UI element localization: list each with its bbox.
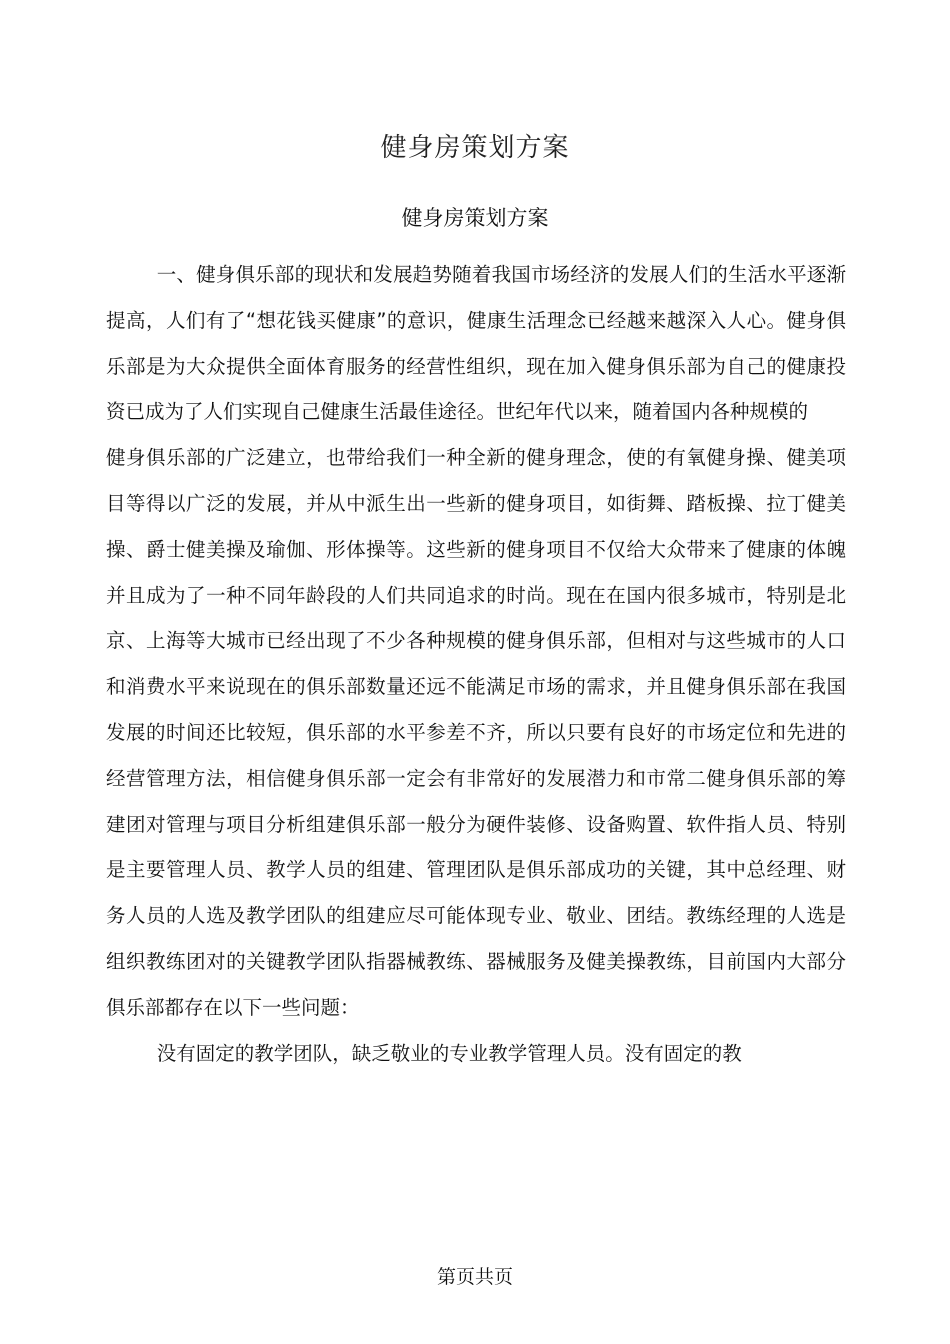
paragraph: 没有固定的教学团队，缺乏敬业的专业教学管理人员。没有固定的教 xyxy=(156,1041,742,1065)
document-subtitle: 健身房策划方案 xyxy=(401,206,549,230)
paragraph: 一、健身俱乐部的现状和发展趋势随着我国市场经济的发展人们的生活水平逐渐提高，人们有了“想花钱买健康”的意识，健康生活理念已经越来越深入人心。健身俱乐部是为大众提供全面体育服务的经营性组织，现在加入健身俱乐部为自己的健康投资已成为了人们实现自己健康生活最佳途径。世纪年代以来，随着国内各种规模的 xyxy=(106,263,846,424)
paragraph: 健身俱乐部的广泛建立，也带给我们一种全新的健身理念，使的有氧健身操、健美项目等得以广泛的发展，并从中派生出一些新的健身项目，如街舞、踏板操、拉丁健美操、爵士健美操及瑜伽、形体操等。这些新的健身项目不仅给大众带来了健康的体魄并且成为了一种不同年龄段的人们共同追求的时尚。现在在国内很多城市，特别是北京、上海等大城市已经出现了不少各种规模的健身俱乐部，但相对与这些城市的人口和消费水平来说现在的俱乐部数量还远不能满足市场的需求，并且健身俱乐部在我国发展的时间还比较短，俱乐部的水平参差不齐，所以只要有良好的市场定位和先进的经营管理方法，相信健身俱乐部一定会有非常好的发展潜力和市常二健身俱乐部的筹建团对管理与项目分析组建俱乐部一般分为硬件装修、设备购置、软件指人员、特别是主要管理人员、教学人员的组建、管理团队是俱乐部成功的关键，其中总经理、财务人员的人选及教学团队的组建应尽可能体现专业、敬业、团结。教练经理的人选是组织教练团对的关键教学团队指器械教练、器械服务及健美操教练，目前国内大部分俱乐部都存在以下一些问题： xyxy=(106,446,846,1019)
document-body xyxy=(106,252,846,1076)
document-title: 健身房策划方案 xyxy=(380,133,570,163)
page-footer: 第页共页 xyxy=(436,1266,513,1288)
